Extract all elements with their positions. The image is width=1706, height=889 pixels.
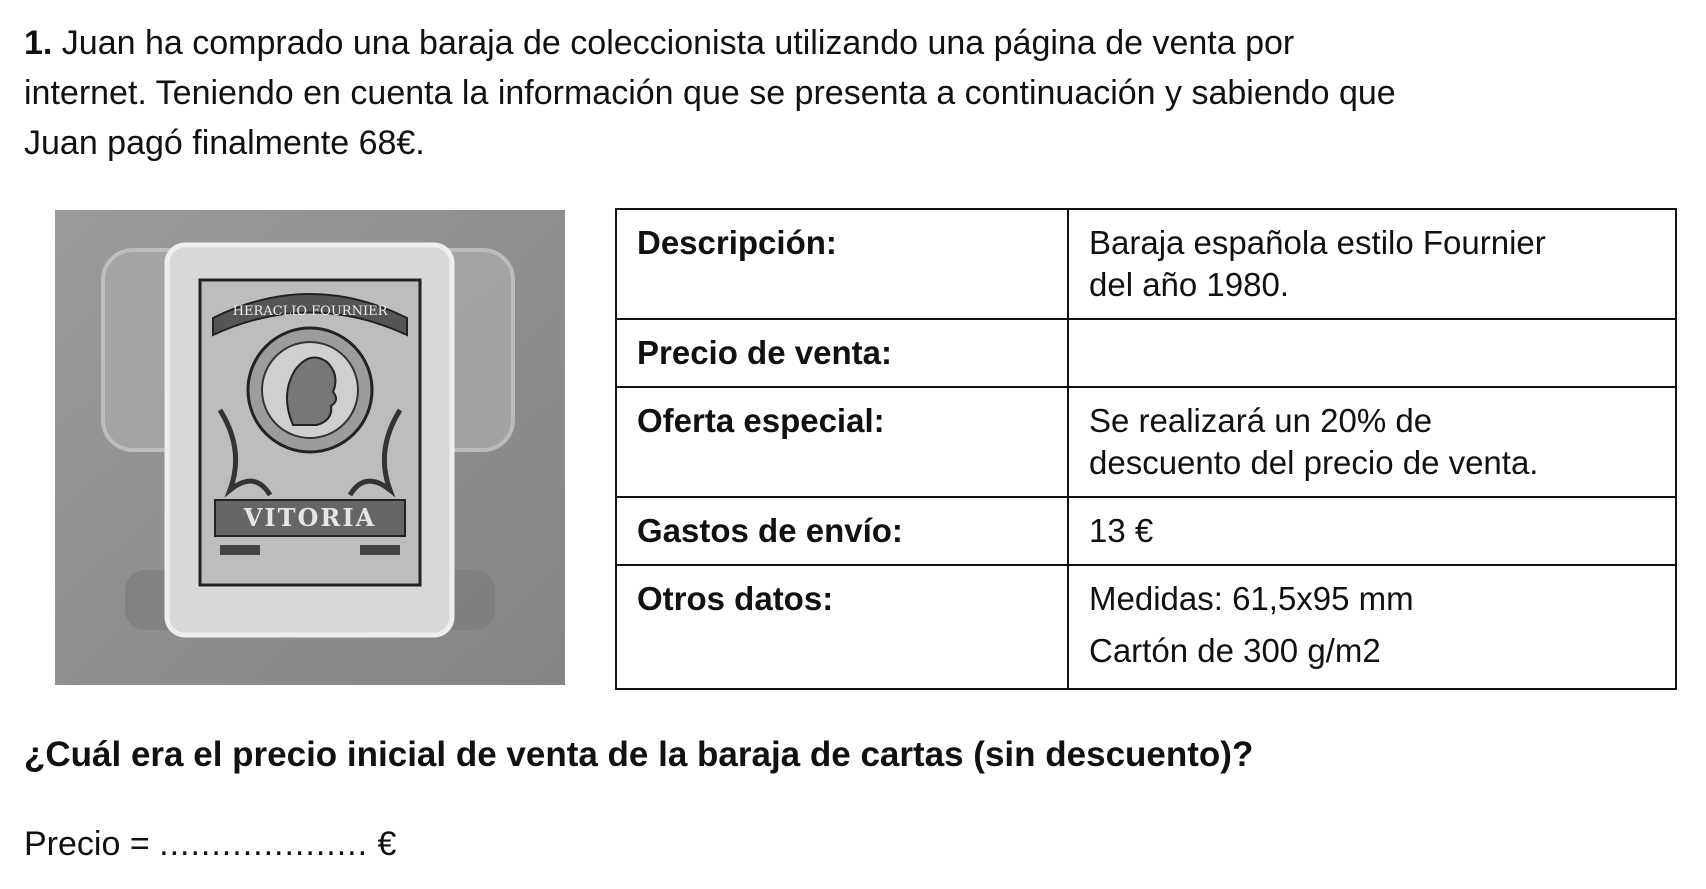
table-row bbox=[616, 319, 1676, 387]
answer-label: Precio = bbox=[24, 825, 160, 863]
product-info-table bbox=[615, 208, 1677, 690]
row-value-otros-datos bbox=[1068, 565, 1676, 689]
table-row bbox=[616, 565, 1676, 689]
table-row bbox=[616, 209, 1676, 319]
problem-number: 1. bbox=[24, 24, 53, 62]
row-label-descripcion: Descripción: bbox=[616, 209, 1068, 319]
row-label-oferta-especial: Oferta especial: bbox=[616, 387, 1068, 497]
value-line: descuento del precio de venta. bbox=[1089, 444, 1539, 481]
row-label-precio-venta: Precio de venta: bbox=[616, 319, 1068, 387]
answer-blank[interactable]: .................... bbox=[159, 825, 369, 863]
value-line: del año 1980. bbox=[1089, 266, 1290, 303]
answer-unit: € bbox=[368, 825, 397, 863]
row-label-otros-datos: Otros datos: bbox=[616, 565, 1068, 689]
value-line: Cartón de 300 g/m2 bbox=[1089, 632, 1381, 669]
row-value-gastos-envio: 13 € bbox=[1068, 497, 1676, 565]
row-value-descripcion bbox=[1068, 209, 1676, 319]
problem-text-line-2: internet. Teniendo en cuenta la información que se presenta a continuación y sabiendo que bbox=[24, 74, 1396, 112]
problem-text-line-3: Juan pagó finalmente 68€. bbox=[24, 124, 425, 162]
playing-card-deck-photo bbox=[55, 210, 565, 685]
table-row bbox=[616, 387, 1676, 497]
value-line: Medidas: 61,5x95 mm bbox=[1089, 580, 1414, 617]
value-line: Baraja española estilo Fournier bbox=[1089, 224, 1546, 261]
problem-statement bbox=[24, 18, 1684, 168]
value-line: Se realizará un 20% de bbox=[1089, 402, 1433, 439]
table-row bbox=[616, 497, 1676, 565]
row-value-oferta-especial bbox=[1068, 387, 1676, 497]
card-banner-text: HERACLIO FOURNIER bbox=[232, 304, 388, 319]
card-label-text: VITORIA bbox=[243, 503, 377, 532]
card-deck-illustration bbox=[55, 210, 565, 685]
answer-line bbox=[24, 825, 396, 864]
question-text: ¿Cuál era el precio inicial de venta de la baraja de cartas (sin descuento)? bbox=[24, 735, 1254, 774]
row-label-gastos-envio: Gastos de envío: bbox=[616, 497, 1068, 565]
row-value-precio-venta bbox=[1068, 319, 1676, 387]
problem-text-line-1: Juan ha comprado una baraja de coleccionista utilizando una página de venta por bbox=[52, 24, 1295, 62]
